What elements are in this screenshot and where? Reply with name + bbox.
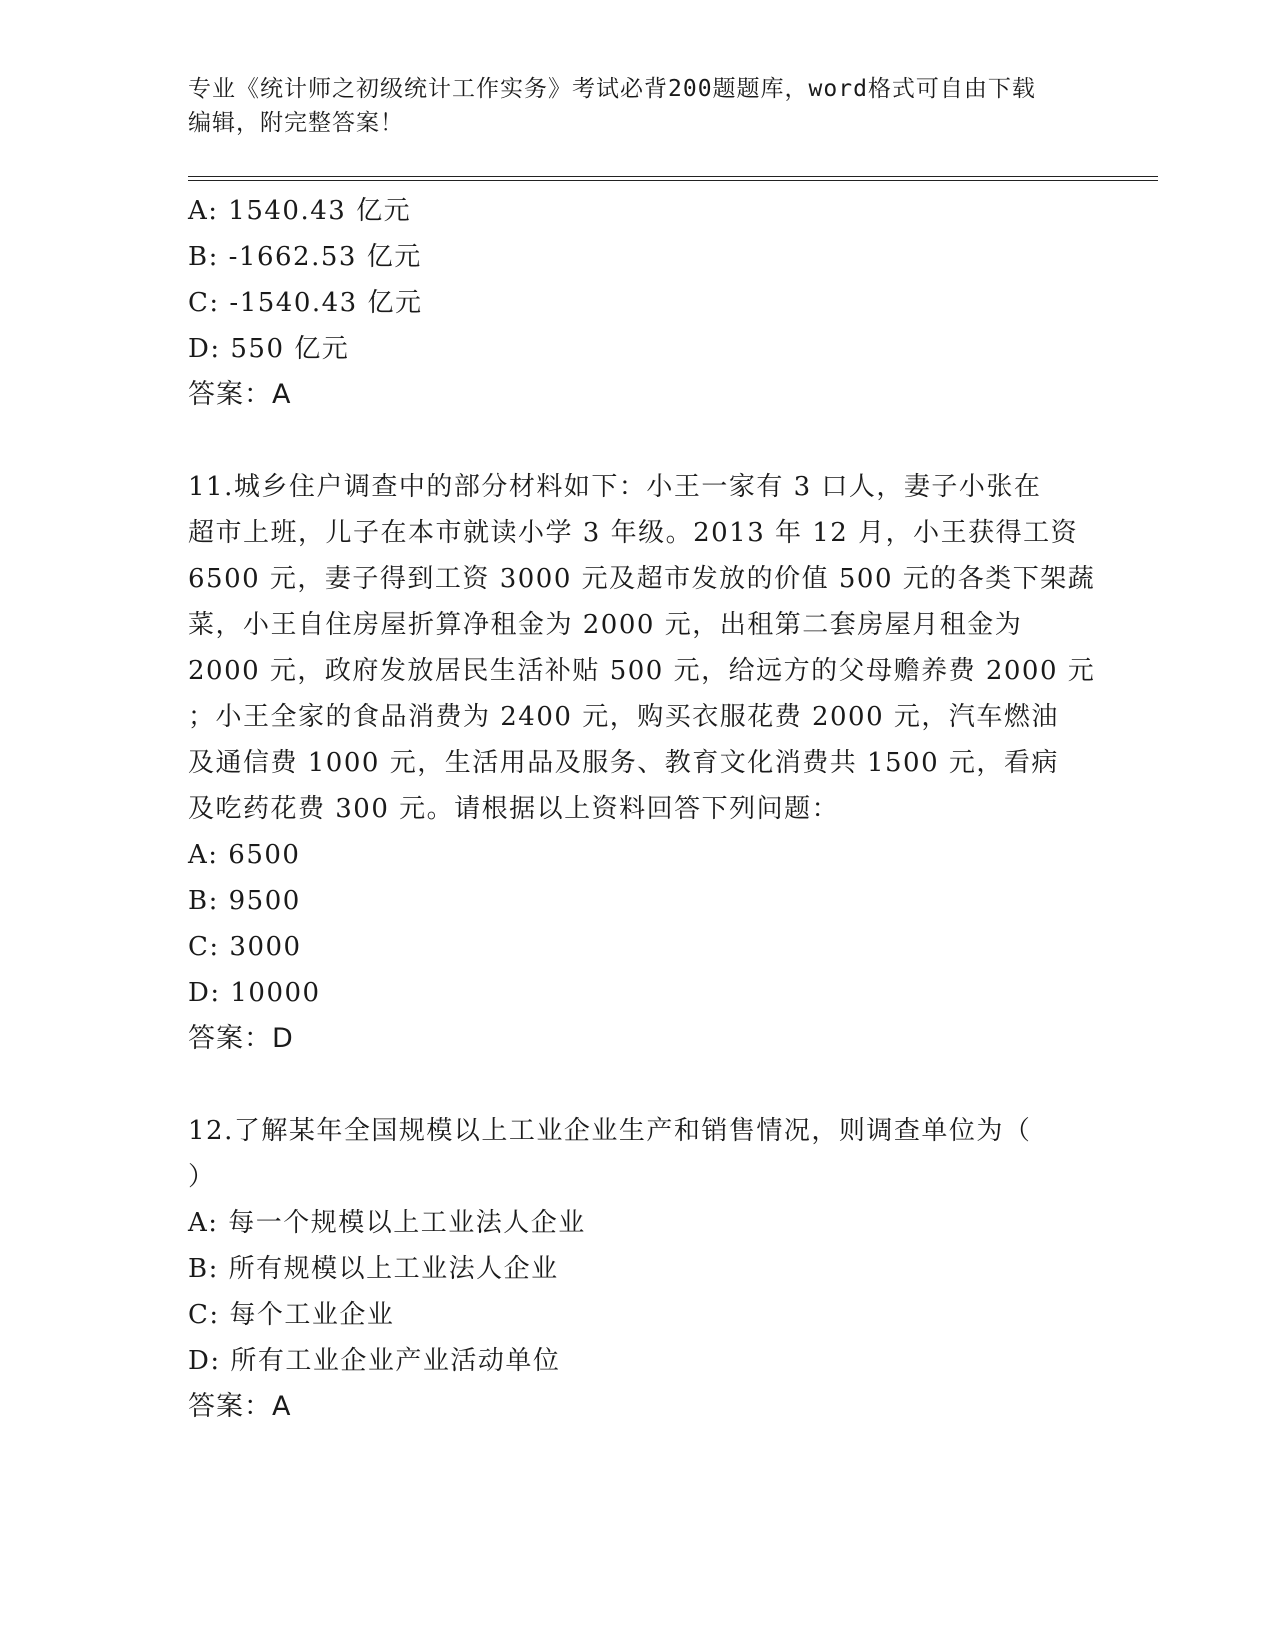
q11-stem-line: 超市上班，儿子在本市就读小学 3 年级。2013 年 12 月，小王获得工资 <box>188 518 1079 548</box>
q12-stem-line: 12.了解某年全国规模以上工业企业生产和销售情况，则调查单位为（ <box>188 1116 1032 1146</box>
q11-stem-line: 6500 元，妻子得到工资 3000 元及超市发放的价值 500 元的各类下架蔬 <box>188 564 1096 594</box>
header-divider <box>188 176 1158 181</box>
spacer <box>188 1062 1088 1108</box>
q11-option-a: A: 6500 <box>188 840 301 870</box>
document-header <box>188 72 1088 140</box>
spacer <box>188 418 1088 464</box>
document-body <box>188 188 1096 1430</box>
q10-option-a: A: 1540.43 亿元 <box>188 196 412 226</box>
q12-option-a: A: 每一个规模以上工业法人企业 <box>188 1208 586 1238</box>
question-10 <box>188 188 1088 418</box>
q12-stem-line: ） <box>188 1162 216 1192</box>
q11-stem-line: 及通信费 1000 元，生活用品及服务、教育文化消费共 1500 元，看病 <box>188 748 1059 778</box>
q11-stem-line: 2000 元，政府发放居民生活补贴 500 元，给远方的父母赡养费 2000 元 <box>188 656 1096 686</box>
question-11 <box>188 464 1096 1062</box>
q11-answer: 答案：D <box>188 1023 294 1054</box>
q10-option-d: D: 550 亿元 <box>188 334 350 364</box>
q10-answer: 答案：A <box>188 379 292 410</box>
q10-option-c: C: -1540.43 亿元 <box>188 288 423 318</box>
header-line-1: 专业《统计师之初级统计工作实务》考试必背200题题库，word格式可自由下载 <box>188 76 1036 102</box>
q12-option-d: D: 所有工业企业产业活动单位 <box>188 1346 561 1376</box>
question-12 <box>188 1108 1088 1430</box>
q10-option-b: B: -1662.53 亿元 <box>188 242 422 272</box>
q11-option-c: C: 3000 <box>188 932 302 962</box>
q11-stem-line: 及吃药花费 300 元。请根据以上资料回答下列问题： <box>188 794 840 824</box>
q11-stem-line: ；小王全家的食品消费为 2400 元，购买衣服花费 2000 元，汽车燃油 <box>188 702 1059 732</box>
q12-answer: 答案：A <box>188 1391 292 1422</box>
q12-option-c: C: 每个工业企业 <box>188 1300 395 1330</box>
header-line-2: 编辑，附完整答案！ <box>188 110 404 136</box>
q11-option-b: B: 9500 <box>188 886 301 916</box>
q11-stem-line: 菜，小王自住房屋折算净租金为 2000 元，出租第二套房屋月租金为 <box>188 610 1023 640</box>
q12-option-b: B: 所有规模以上工业法人企业 <box>188 1254 559 1284</box>
q11-stem-line: 11.城乡住户调查中的部分材料如下：小王一家有 3 口人，妻子小张在 <box>188 472 1042 502</box>
q11-option-d: D: 10000 <box>188 978 321 1008</box>
